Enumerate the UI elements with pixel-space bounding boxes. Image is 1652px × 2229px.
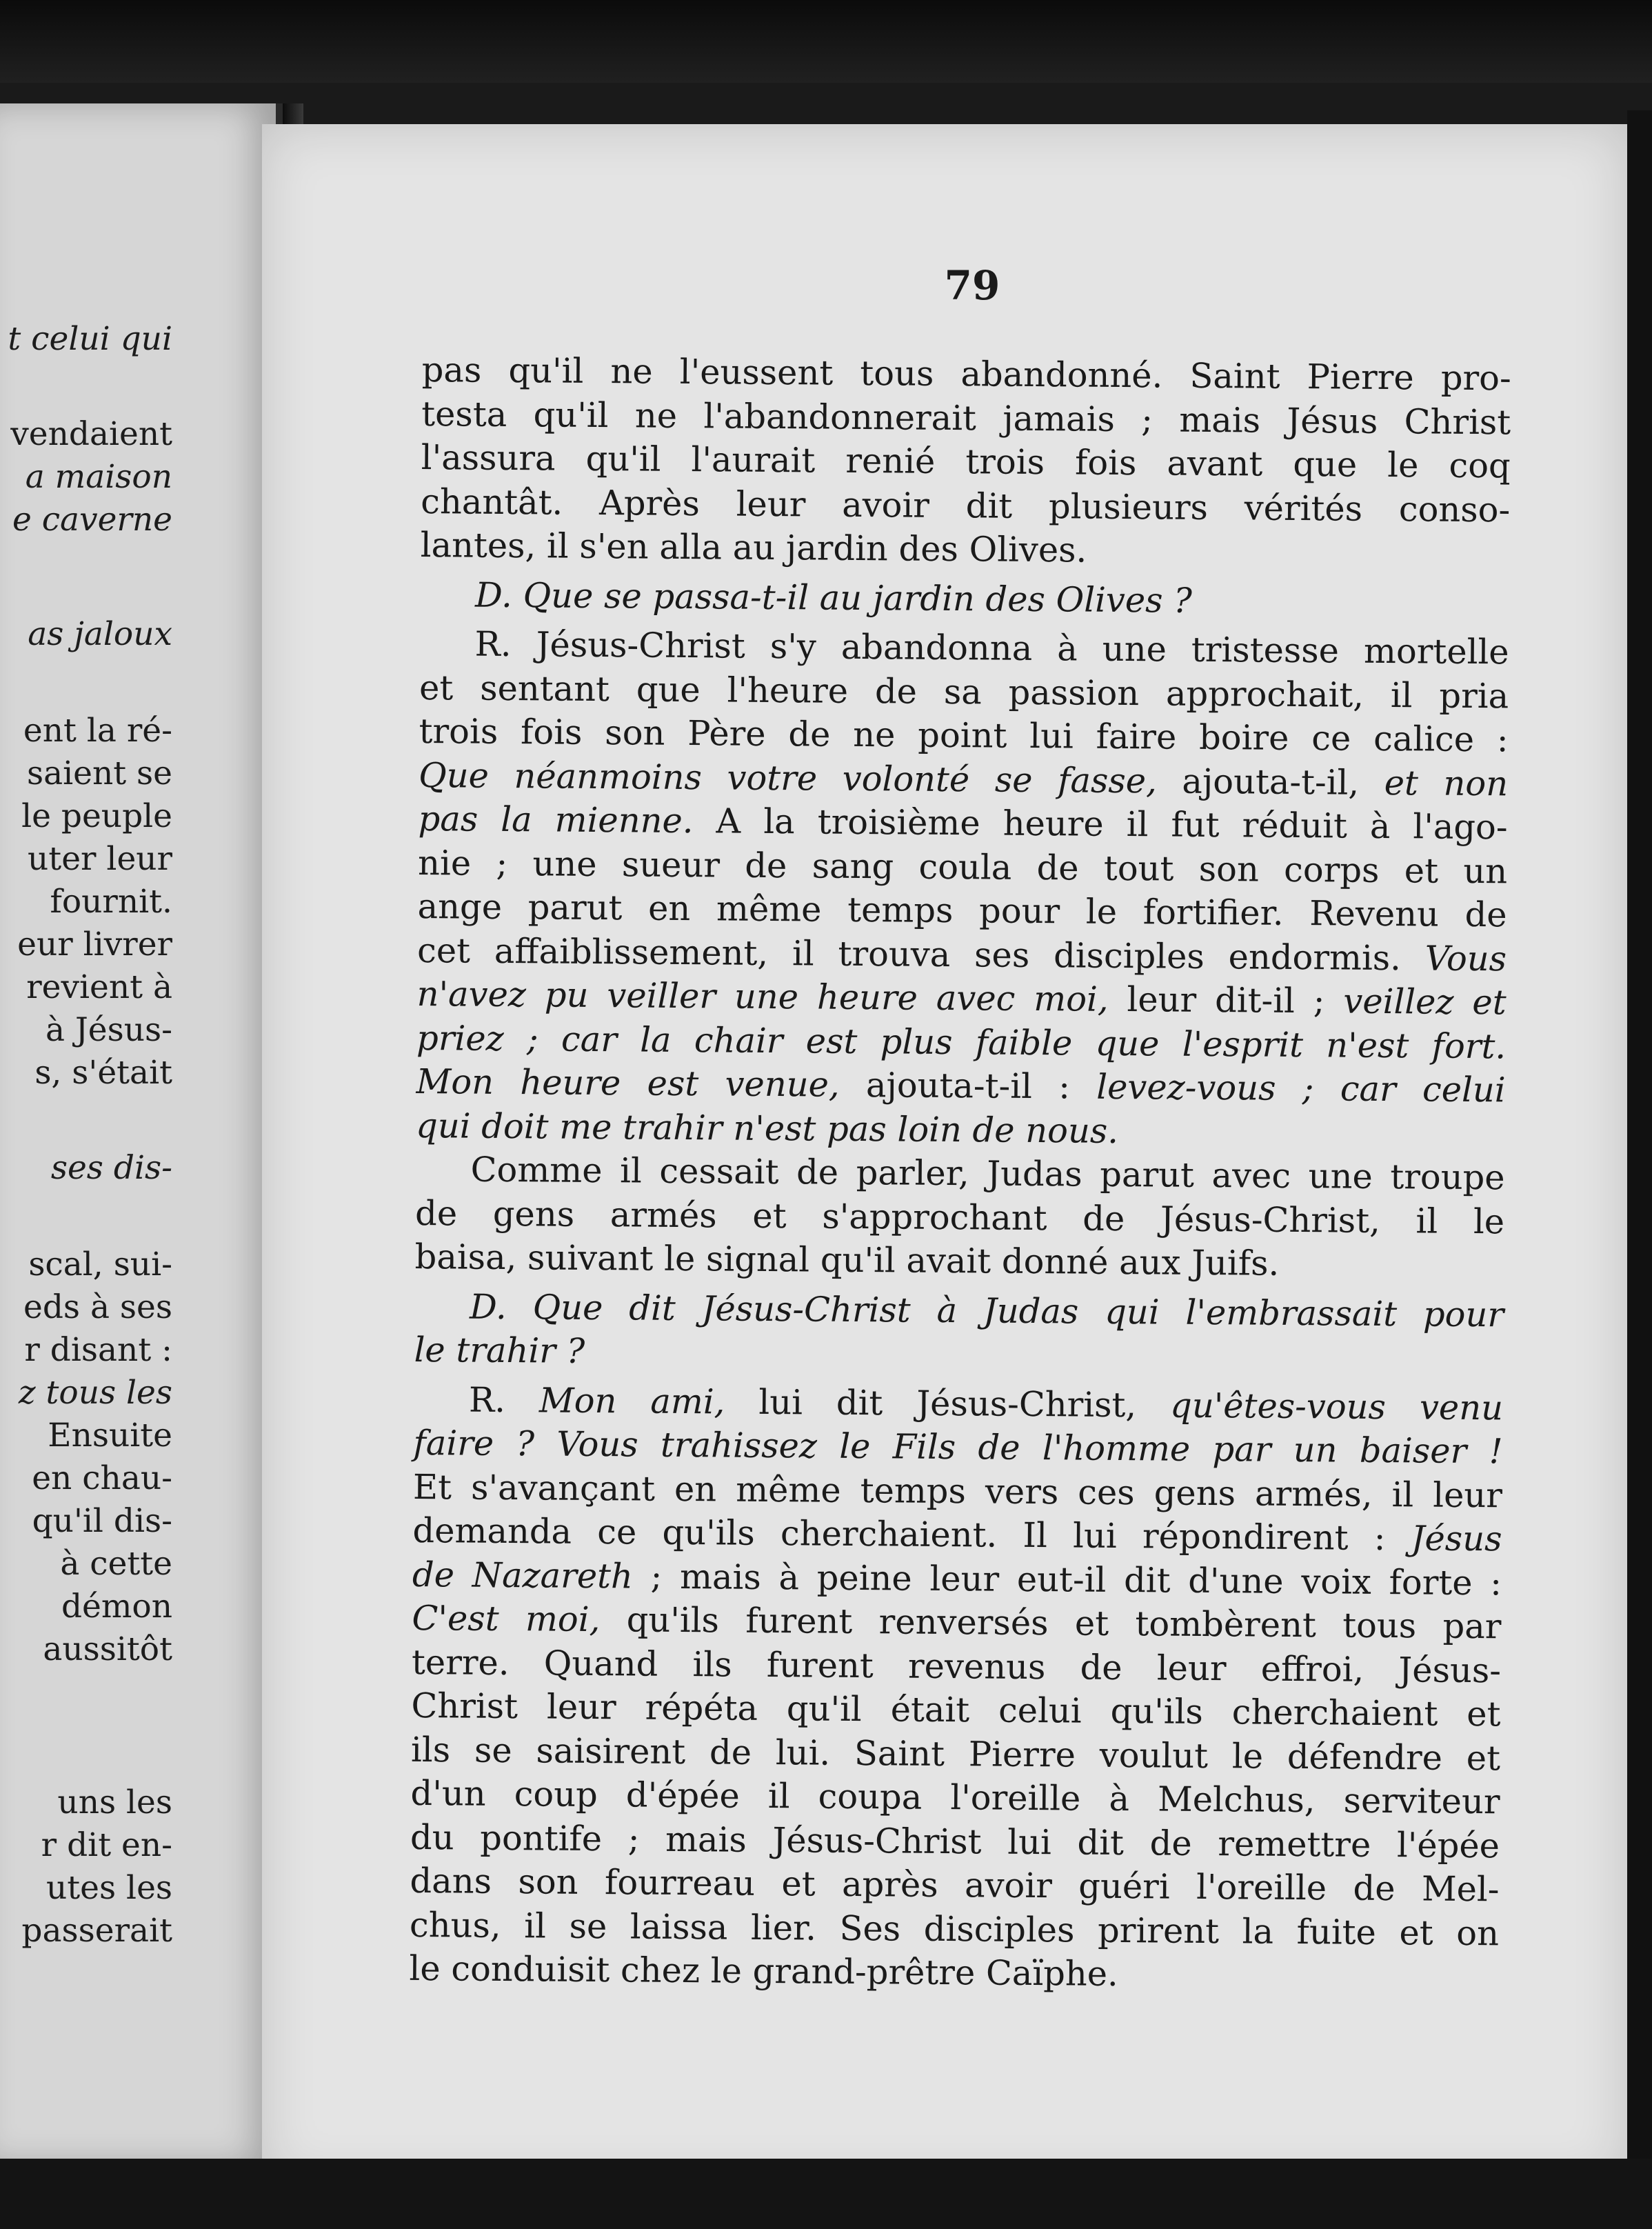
left-fragment: eur livrer bbox=[17, 926, 172, 963]
text-line: Comme il cessait de parler, Judas parut avec une troupe bbox=[470, 1149, 1505, 1198]
answer-text: Jésus-Christ s'y abandonna à une tristesse mortelle bbox=[536, 624, 1509, 672]
question-text: Que dit Jésus-Christ à Judas qui l'embrassait pour bbox=[532, 1286, 1504, 1335]
quote: veillez et bbox=[1343, 981, 1507, 1023]
left-fragment: ses dis- bbox=[50, 1149, 172, 1187]
text-line: ange parut en même temps pour le fortifier. Revenu de bbox=[417, 886, 1507, 935]
text-line: Et s'avançant en même temps vers ces gens armés, il leur bbox=[412, 1466, 1503, 1515]
left-fragment: saient se bbox=[26, 754, 172, 792]
text-run: ; mais à peine leur eut-il dit d'une voix forte : bbox=[632, 1555, 1502, 1603]
text-line bbox=[412, 1597, 1501, 1649]
text-line bbox=[416, 972, 1506, 1025]
text-run: ajouta-t-il : bbox=[839, 1064, 1097, 1107]
text-run: lui dit Jésus-Christ, bbox=[725, 1381, 1171, 1426]
quote: qu'êtes-vous venu bbox=[1169, 1385, 1504, 1428]
text-line bbox=[412, 1509, 1502, 1561]
text-line: testa qu'il ne l'abandonnerait jamais ; mais Jésus Christ bbox=[421, 393, 1511, 442]
question-1 bbox=[420, 572, 1509, 625]
left-fragment: fournit. bbox=[50, 883, 172, 921]
left-fragment: ent la ré- bbox=[23, 712, 172, 750]
left-fragment: à cette bbox=[60, 1545, 172, 1583]
text-line: de gens armés et s'approchant de Jésus-Christ, il le bbox=[414, 1192, 1505, 1241]
left-fragment: r disant : bbox=[24, 1331, 172, 1369]
scan-background-bottom bbox=[0, 2159, 1652, 2229]
question-label: D. bbox=[469, 1286, 507, 1327]
left-fragment: à Jésus- bbox=[45, 1011, 172, 1049]
page-body bbox=[409, 348, 1511, 1999]
left-fragment: z tous les bbox=[18, 1374, 172, 1412]
text-line: pas qu'il ne l'eussent tous abandonné. Saint Pierre pro- bbox=[421, 349, 1511, 399]
question-text: le trahir ? bbox=[414, 1329, 585, 1371]
left-fragment: s, s'était bbox=[34, 1054, 172, 1092]
left-fragment: le peuple bbox=[21, 797, 172, 835]
left-fragment: revient à bbox=[26, 968, 172, 1006]
left-fragment: utes les bbox=[46, 1869, 172, 1907]
answer-1-line bbox=[419, 622, 1509, 674]
quote: et non bbox=[1384, 762, 1509, 803]
left-fragment: démon bbox=[61, 1588, 172, 1626]
text-line: ils se saisirent de lui. Saint Pierre voulut le défendre et bbox=[410, 1729, 1501, 1778]
left-fragment: eds à ses bbox=[23, 1288, 172, 1326]
quote: C'est moi, bbox=[412, 1597, 601, 1640]
quote: Que néanmoins votre volonté se fasse, bbox=[418, 754, 1158, 801]
text-line: chus, il se laissa lier. Ses disciples prirent la fuite et on bbox=[409, 1904, 1500, 1953]
text-line: d'un coup d'épée il coupa l'oreille à Melchus, serviteur bbox=[410, 1772, 1500, 1822]
text-run: leur dit-il ; bbox=[1108, 979, 1344, 1021]
left-fragment: vendaient bbox=[10, 415, 172, 453]
quote: Mon ami, bbox=[538, 1379, 725, 1421]
quote-line: qui doit me trahir n'est pas loin de nous. bbox=[415, 1105, 1119, 1151]
quote: levez-vous ; car celui bbox=[1096, 1066, 1506, 1110]
text-line: Christ leur répéta qu'il était celui qu'ils cherchaient et bbox=[411, 1685, 1501, 1735]
text-line: trois fois son Père de ne point lui faire boire ce calice : bbox=[419, 710, 1509, 760]
scan-background-top bbox=[0, 0, 1652, 83]
quote: pas la mienne. bbox=[418, 798, 694, 841]
text-line: du pontife ; mais Jésus-Christ lui dit de remettre l'épée bbox=[410, 1817, 1500, 1866]
quote: Mon heure est venue, bbox=[416, 1061, 840, 1105]
left-fragment: scal, sui- bbox=[28, 1246, 172, 1283]
quote: Jésus bbox=[1411, 1518, 1502, 1559]
left-fragment: t celui qui bbox=[8, 320, 172, 358]
left-fragment: as jaloux bbox=[28, 615, 172, 653]
quote: Vous bbox=[1424, 937, 1507, 979]
text-line: baisa, suivant le signal qu'il avait donné aux Juifs. bbox=[414, 1236, 1280, 1283]
left-page-edge bbox=[0, 103, 283, 2166]
left-fragment: qu'il dis- bbox=[32, 1502, 172, 1540]
text-line bbox=[416, 1060, 1505, 1112]
question-text: Que se passa-t-il au jardin des Olives ? bbox=[523, 574, 1193, 621]
quote: de Nazareth bbox=[412, 1554, 634, 1596]
text-line: terre. Quand ils furent revenus de leur effroi, Jésus- bbox=[411, 1641, 1502, 1690]
quote-line: priez ; car la chair est plus faible que l'esprit n'est fort. bbox=[416, 1017, 1507, 1066]
left-fragment: r dit en- bbox=[41, 1826, 172, 1864]
text-run: demanda ce qu'ils cherchaient. Il lui répondirent : bbox=[412, 1510, 1411, 1559]
left-fragment: e caverne bbox=[12, 501, 172, 539]
left-fragment: uter leur bbox=[28, 840, 172, 878]
page-number: 79 bbox=[944, 262, 1000, 309]
text-run: qu'ils furent renversés et tombèrent tous par bbox=[600, 1599, 1502, 1647]
quote-line: faire ? Vous trahissez le Fils de l'homme par un baiser ! bbox=[413, 1422, 1503, 1472]
left-fragment: passerait bbox=[21, 1912, 172, 1950]
quote: n'avez pu veiller une heure avec moi, bbox=[416, 973, 1109, 1019]
text-line: et sentant que l'heure de sa passion approchait, il pria bbox=[419, 667, 1509, 716]
text-line: chantât. Après leur avoir dit plusieurs vérités conso- bbox=[421, 481, 1511, 530]
text-line: l'assura qu'il l'aurait renié trois fois avant que le coq bbox=[421, 437, 1511, 486]
answer-label: R. bbox=[468, 1379, 506, 1420]
scan-background-right bbox=[1627, 110, 1652, 2193]
left-fragment: a maison bbox=[25, 458, 172, 496]
left-fragment: aussitôt bbox=[43, 1630, 172, 1668]
text-line: dans son fourreau et après avoir guéri l'oreille de Mel- bbox=[410, 1860, 1500, 1910]
answer-label: R. bbox=[474, 623, 512, 665]
question-label: D. bbox=[474, 574, 513, 615]
left-fragment: Ensuite bbox=[48, 1417, 172, 1455]
text-line: le conduisit chez le grand-prêtre Caïphe. bbox=[409, 1948, 1119, 1995]
text-run: A la troisième heure il fut réduit à l'ago- bbox=[693, 801, 1508, 848]
text-run: cet affaiblissement, il trouva ses disciples endormis. bbox=[416, 930, 1426, 978]
text-line: nie ; une sueur de sang coula de tout son corps et un bbox=[417, 842, 1508, 891]
left-fragment: en chau- bbox=[32, 1459, 172, 1497]
text-run: ajouta-t-il, bbox=[1156, 760, 1384, 803]
text-line: lantes, il s'en alla au jardin des Olives. bbox=[420, 524, 1087, 570]
left-fragment: uns les bbox=[57, 1783, 172, 1821]
text-line bbox=[418, 797, 1507, 850]
